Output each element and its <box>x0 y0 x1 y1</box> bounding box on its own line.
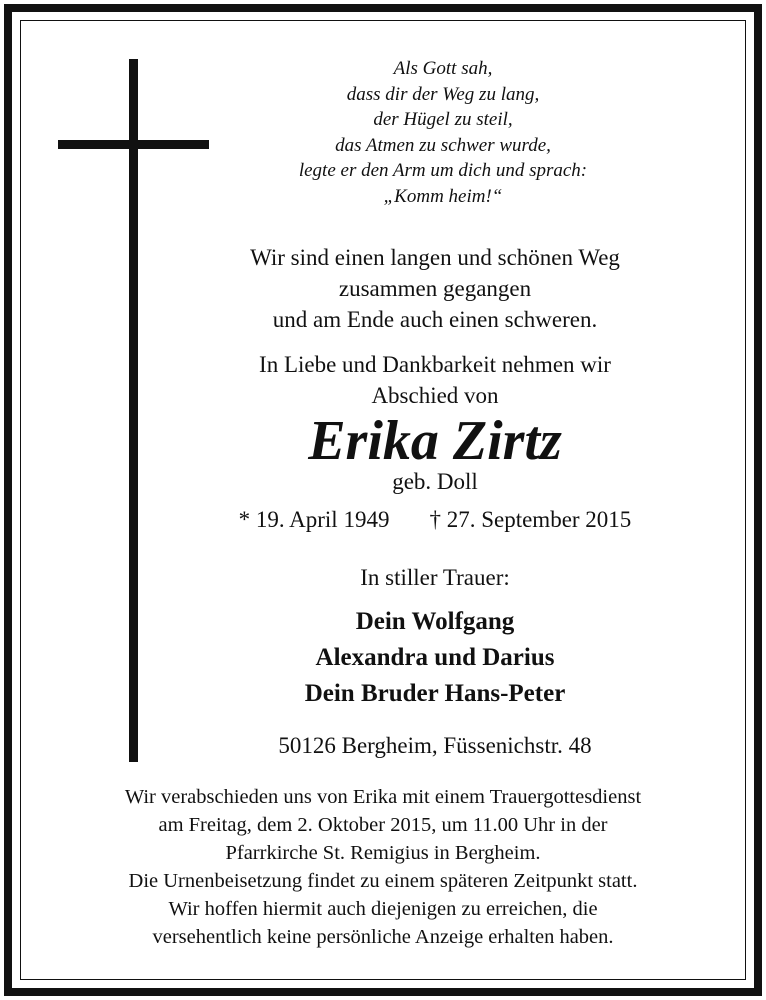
verse-line: Wir sind einen langen und schönen Weg <box>250 245 620 270</box>
poem <box>250 56 636 209</box>
life-dates <box>190 505 680 535</box>
deceased-name: Erika Zirtz <box>308 410 562 472</box>
verse <box>190 242 680 335</box>
farewell-line: In Liebe und Dankbarkeit nehmen wir <box>259 352 611 377</box>
poem-line: legte er den Arm um dich und sprach: <box>298 160 588 181</box>
notice-line: Pfarrkirche St. Remigius in Bergheim. <box>225 842 541 864</box>
poem-line: dass dir der Weg zu lang, <box>346 83 540 105</box>
poem-line: das Atmen zu schwer wurde, <box>335 134 551 156</box>
notice-line: Die Urnenbeisetzung findet zu einem späteren Zeitpunkt statt. <box>128 870 638 892</box>
cross-icon-crossbar <box>58 140 209 149</box>
mourner: Dein Bruder Hans-Peter <box>304 680 566 707</box>
verse-line: und am Ende auch einen schweren. <box>272 307 598 332</box>
cross-icon <box>129 59 138 762</box>
birth-date: * 19. April 1949 <box>238 507 390 532</box>
mourning-label: In stiller Trauer: <box>360 565 510 590</box>
death-date: † 27. September 2015 <box>429 507 632 532</box>
birth-name: geb. Doll <box>392 469 478 494</box>
notice-line: Wir verabschieden uns von Erika mit einem Trauergottesdienst <box>124 786 642 808</box>
poem-line: Als Gott sah, <box>393 58 493 79</box>
verse-line: zusammen gegangen <box>338 276 532 301</box>
funeral-notice <box>40 783 726 951</box>
farewell-line: Abschied von <box>371 383 499 408</box>
notice-line: am Freitag, dem 2. Oktober 2015, um 11.00 Uhr in der <box>158 814 608 836</box>
mourners-list <box>190 604 680 712</box>
notice-line: Wir hoffen hiermit auch diejenigen zu erreichen, die <box>168 898 598 920</box>
poem-line: „Komm heim!“ <box>383 185 503 207</box>
notice-line: versehentlich keine persönliche Anzeige erhalten haben. <box>152 926 614 948</box>
poem-line: der Hügel zu steil, <box>373 109 513 130</box>
mourner: Alexandra und Darius <box>315 644 555 671</box>
mourner: Dein Wolfgang <box>355 608 515 635</box>
farewell-text <box>190 349 680 411</box>
address: 50126 Bergheim, Füssenichstr. 48 <box>278 733 592 758</box>
